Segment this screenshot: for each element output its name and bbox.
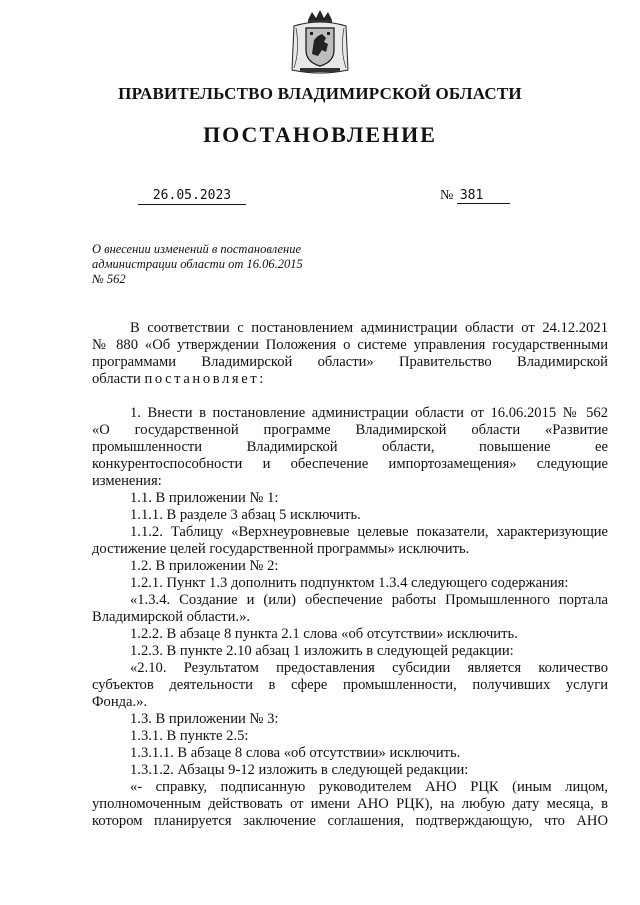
body-line: котором планируется заключение соглашения, подтверждающую, что АНО bbox=[92, 813, 608, 829]
body-line: «1.3.4. Создание и (или) обеспечение работы Промышленного портала bbox=[130, 592, 608, 608]
body-line: 1.3.1. В пункте 2.5: bbox=[130, 728, 249, 744]
body-line: субъектов деятельности в сфере промышленности, получивших услуги bbox=[92, 677, 608, 693]
body-line: «- справку, подписанную руководителем АНО РЦК (иным лицом, bbox=[130, 779, 608, 795]
body-line: 1.3. В приложении № 3: bbox=[130, 711, 279, 727]
number-value: 381 bbox=[457, 188, 510, 204]
paragraphs bbox=[92, 405, 608, 830]
body-line: 1.1.2. Таблицу «Верхнеуровневые целевые показатели, характеризующие bbox=[130, 524, 608, 540]
body-line: достижение целей государственной программы» исключить. bbox=[92, 541, 470, 557]
body-line: Фонда.». bbox=[92, 694, 148, 710]
subject-line: № 562 bbox=[92, 272, 126, 286]
body-line: изменения: bbox=[92, 473, 162, 489]
body-line: Владимирской области.». bbox=[92, 609, 251, 625]
document-subject bbox=[92, 242, 332, 287]
coat-of-arms-icon bbox=[290, 10, 350, 76]
document-body bbox=[92, 320, 608, 830]
paragraph-gap bbox=[92, 388, 608, 405]
number-label: № bbox=[440, 188, 454, 203]
body-line: промышленности Владимирской области, повышение ее bbox=[92, 439, 608, 455]
body-line: 1. Внести в постановление администрации области от 16.06.2015 № 562 bbox=[130, 405, 608, 421]
preamble-line: программами Владимирской области» Правительство Владимирской bbox=[92, 354, 608, 370]
document-type-title: ПОСТАНОВЛЕНИЕ bbox=[203, 122, 437, 147]
body-line: 1.2.2. В абзаце 8 пункта 2.1 слова «об отсутствии» исключить. bbox=[130, 626, 518, 642]
subject-line: администрации области от 16.06.2015 bbox=[92, 257, 303, 271]
subject-line: О внесении изменений в постановление bbox=[92, 242, 302, 256]
body-line: 1.2. В приложении № 2: bbox=[130, 558, 279, 574]
government-title: ПРАВИТЕЛЬСТВО ВЛАДИМИРСКОЙ ОБЛАСТИ bbox=[118, 84, 522, 103]
preamble-text: области bbox=[92, 371, 145, 387]
preamble-line: № 880 «Об утверждении Положения о системе управления государственными bbox=[92, 337, 608, 353]
resolve-word: постановляет: bbox=[144, 371, 266, 387]
body-line: 1.3.1.1. В абзаце 8 слова «об отсутствии» исключить. bbox=[130, 745, 461, 761]
body-line: 1.1.1. В разделе 3 абзац 5 исключить. bbox=[130, 507, 361, 523]
document-date: 26.05.2023 bbox=[138, 188, 246, 205]
body-line: 1.3.1.2. Абзацы 9-12 изложить в следующей редакции: bbox=[130, 762, 469, 778]
preamble-line bbox=[92, 371, 608, 388]
preamble-line: В соответствии с постановлением администрации области от 24.12.2021 bbox=[130, 320, 608, 336]
body-line: 1.1. В приложении № 1: bbox=[130, 490, 279, 506]
body-line: «О государственной программе Владимирской области «Развитие bbox=[92, 422, 608, 438]
body-line: 1.2.1. Пункт 1.3 дополнить подпунктом 1.3.4 следующего содержания: bbox=[130, 575, 569, 591]
body-line: 1.2.3. В пункте 2.10 абзац 1 изложить в следующей редакции: bbox=[130, 643, 514, 659]
body-line: «2.10. Результатом предоставления субсидии является количество bbox=[130, 660, 608, 676]
body-line: конкурентоспособности и обеспечение импортозамещения» следующие bbox=[92, 456, 608, 472]
document-number bbox=[440, 188, 510, 204]
body-line: уполномоченным действовать от имени АНО РЦК), на любую дату месяца, в bbox=[92, 796, 608, 812]
